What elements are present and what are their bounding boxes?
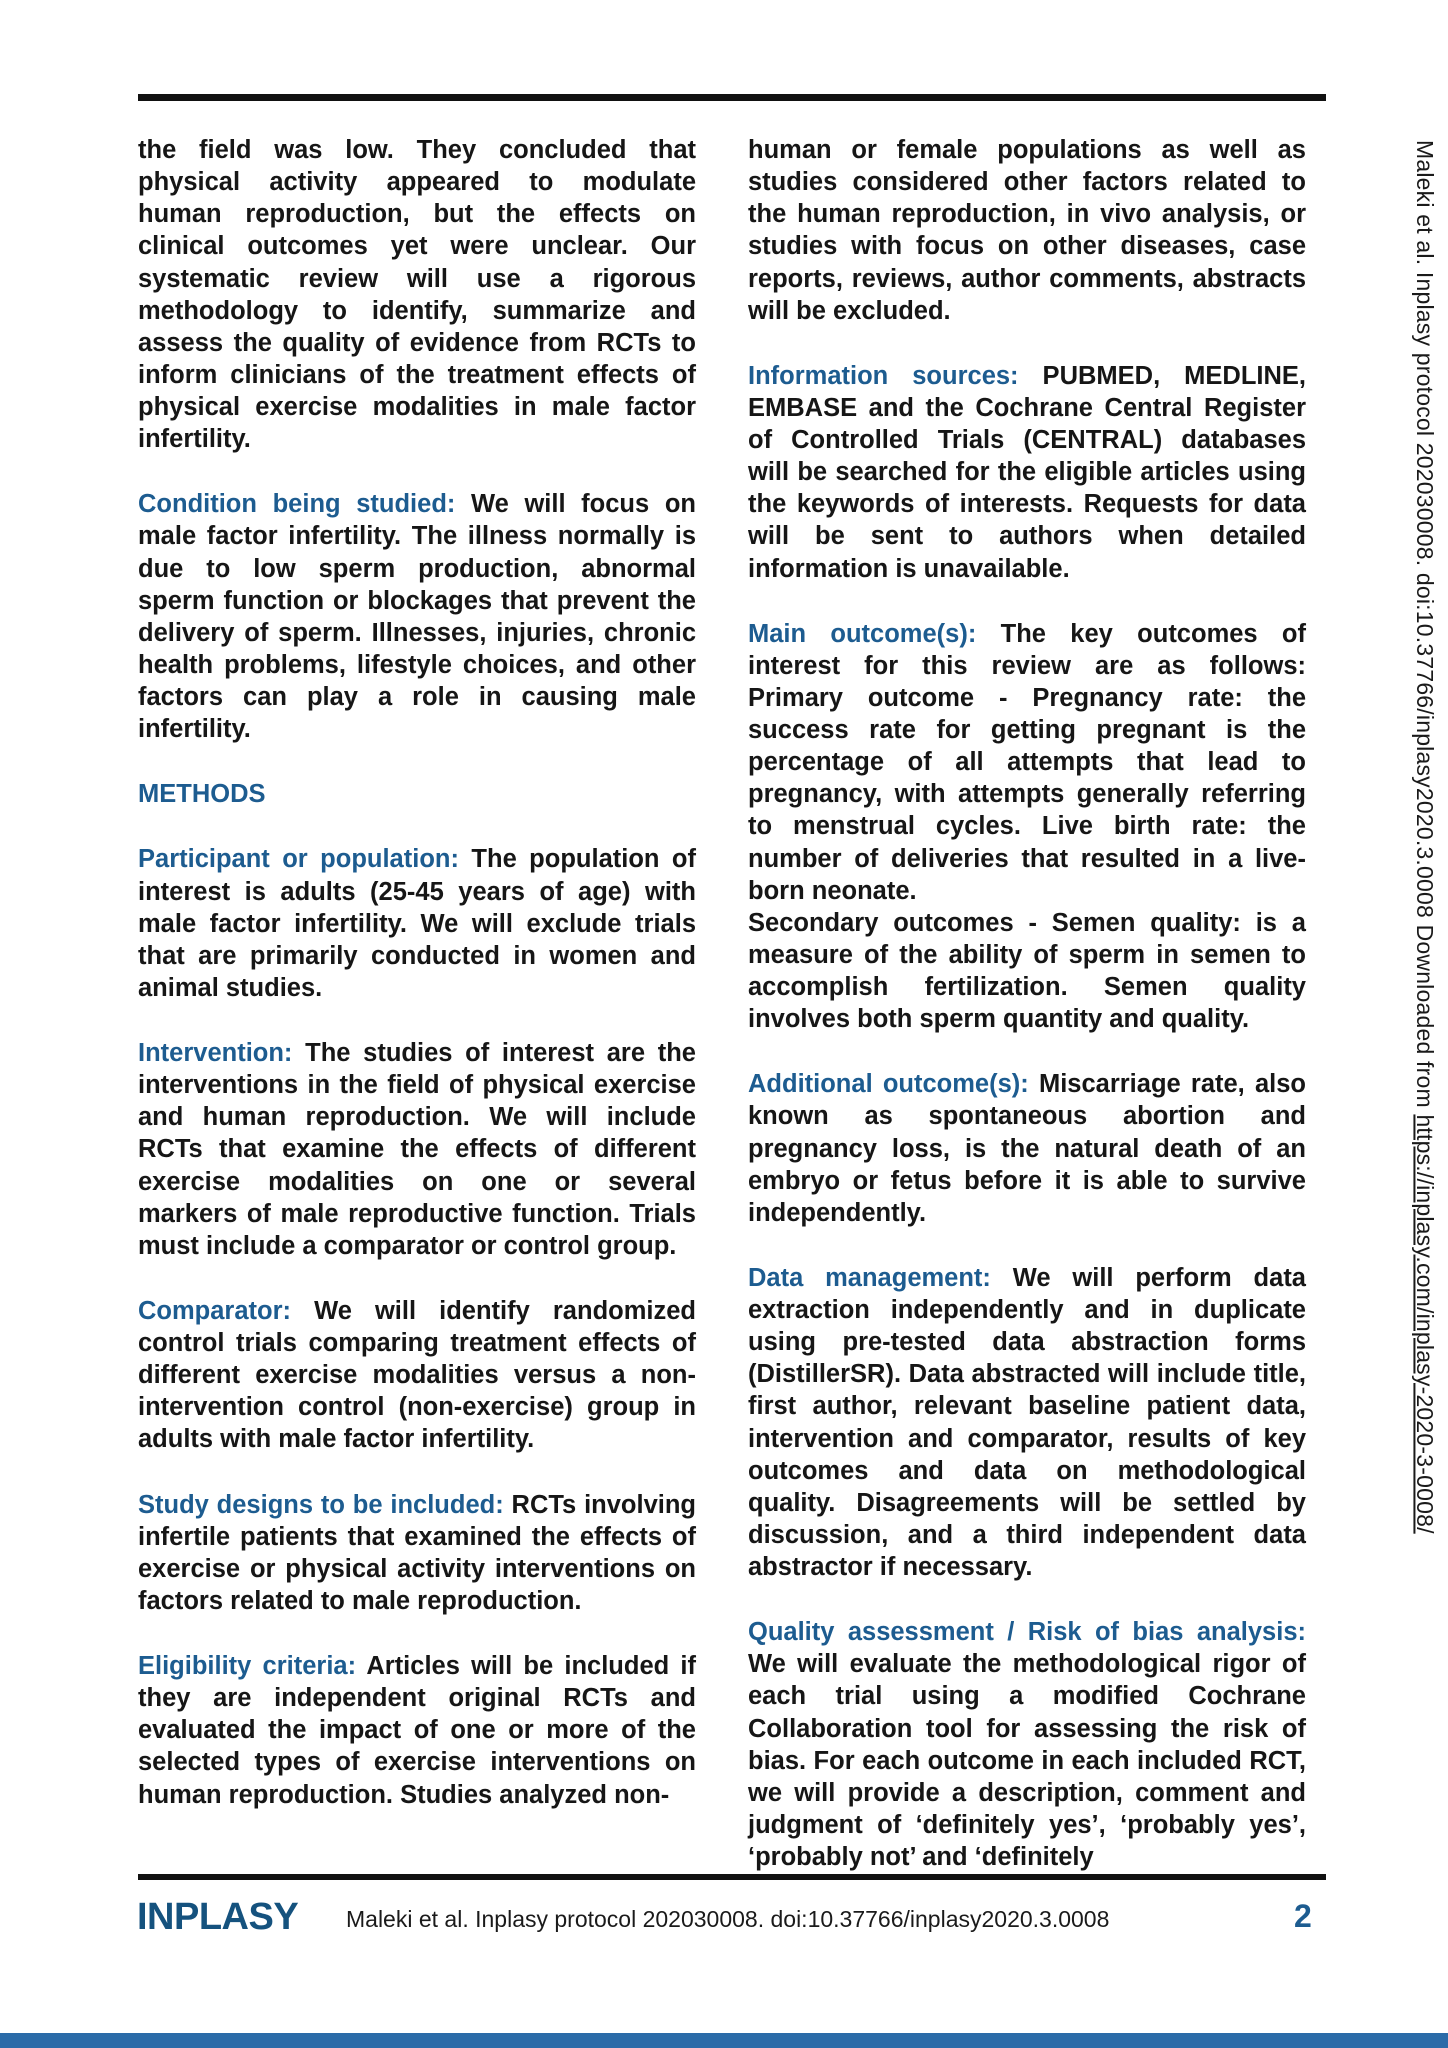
- paragraph-text: We will identify randomized control trials comparing treatment effects of different exercise modalities versus a non-intervention control (non-exercise) group in adults with male factor infertility.: [138, 1296, 696, 1454]
- paragraph: [138, 843, 696, 1004]
- section-label: Additional outcome(s):: [748, 1070, 1029, 1099]
- paragraph-text: RCTs involving infertile patients that examined the effects of exercise or physical activity interventions on factors related to male reproduction.: [138, 1490, 696, 1615]
- paragraph: [748, 360, 1306, 585]
- section-label: Quality assessment / Risk of bias analysis:: [748, 1618, 1306, 1647]
- paragraph: [138, 134, 696, 455]
- paragraph-text: human or female populations as well as studies considered other factors related to the human reproduction, in vivo analysis, or studies with focus on other diseases, case reports, reviews, author comments, abstracts will be excluded.: [748, 136, 1306, 325]
- paragraph: [748, 1068, 1306, 1229]
- paragraph-text: The key outcomes of interest for this review are as follows: Primary outcome - Pregnancy rate: the success rate for getting pregnant is the percentage of all attempts that lead to pregnancy, with attempts generally referring to menstrual cycles. Live birth rate: the number of deliveries that resulted in a live-born neonate.: [748, 619, 1306, 905]
- inplasy-logo: INPLASY: [137, 1896, 299, 1938]
- paragraph: [748, 907, 1306, 1036]
- section-label: Eligibility criteria:: [138, 1652, 357, 1680]
- paragraph: [748, 1262, 1306, 1583]
- sidebar-citation-text: Maleki et al. Inplasy protocol 202030008. doi:10.37766/inplasy2020.3.0008 Downloaded from: [1412, 140, 1438, 1115]
- paragraph: [138, 1650, 696, 1811]
- section-label: Comparator:: [138, 1296, 292, 1325]
- paragraph: [748, 1616, 1306, 1873]
- paragraph-text: We will focus on male factor infertility. The illness normally is due to low sperm production, abnormal sperm function or blockages that prevent the delivery of sperm. Illnesses, injuries, chronic health problems, lifestyle choices, and other factors can play a role in causing male infertility.: [138, 490, 696, 744]
- paragraph-text: The population of interest is adults (25-45 years of age) with male factor infertility. We will exclude trials that are primarily conducted in women and animal studies.: [138, 845, 696, 1002]
- footer-citation: Maleki et al. Inplasy protocol 202030008. doi:10.37766/inplasy2020.3.0008: [346, 1906, 1110, 1932]
- sidebar-citation-link[interactable]: https://inplasy.com/inplasy-2020-3-0008/: [1412, 1114, 1438, 1534]
- section-label: Condition being studied:: [138, 490, 456, 519]
- bottom-blue-bar: [0, 2033, 1448, 2048]
- paragraph: [748, 134, 1306, 327]
- paragraph: [138, 778, 696, 810]
- body-text-columns: [138, 134, 1306, 1873]
- paragraph: [138, 1489, 696, 1618]
- paragraph: [138, 1037, 696, 1262]
- paragraph-text: We will perform data extraction independently and in duplicate using pre-tested data abstraction forms (DistillerSR). Data abstracted will include title, first author, relevant baseline patient data, intervention and comparator, results of key outcomes and data on methodological quality. Disagreements will be settled by discussion, and a third independent data abstractor if necessary.: [748, 1263, 1306, 1581]
- top-rule: [138, 94, 1326, 101]
- paragraph-text: Miscarriage rate, also known as spontaneous abortion and pregnancy loss, is the natural death of an embryo or fetus before it is able to survive independently.: [748, 1070, 1306, 1227]
- section-label: Participant or population:: [138, 845, 459, 874]
- paragraph: [138, 1295, 696, 1456]
- footer-rule: [138, 1874, 1326, 1880]
- section-label: Data management:: [748, 1263, 991, 1292]
- section-label: Study designs to be included:: [138, 1490, 504, 1519]
- sidebar-citation: [1411, 140, 1438, 1600]
- paragraph: [138, 488, 696, 745]
- paragraph-text: the field was low. They concluded that physical activity appeared to modulate human reproduction, but the effects on clinical outcomes yet were unclear. Our systematic review will use a rigorous methodology to identify, summarize and assess the quality of evidence from RCTs to inform clinicians of the treatment effects of physical exercise modalities in male factor infertility.: [138, 136, 696, 454]
- paragraph: [748, 618, 1306, 907]
- section-label: Intervention:: [138, 1039, 293, 1067]
- right-column: [748, 134, 1306, 1873]
- section-label: Main outcome(s):: [748, 619, 977, 648]
- paragraph-text: Articles will be included if they are independent original RCTs and evaluated the impact of one or more of the selected types of exercise interventions on human reproduction. Studies analyzed non-: [138, 1652, 696, 1809]
- page-number: 2: [1294, 1898, 1312, 1934]
- paragraph-text: Secondary outcomes - Semen quality: is a measure of the ability of sperm in semen to accomplish fertilization. Semen quality involves both sperm quantity and quality.: [748, 908, 1306, 1034]
- section-label: METHODS: [138, 780, 266, 809]
- paragraph-text: We will evaluate the methodological rigor of each trial using a modified Cochrane Collaboration tool for assessing the risk of bias. For each outcome in each included RCT, we will provide a description, comment and judgment of ‘definitely yes’, ‘probably yes’, ‘probably not’ and ‘definitely: [748, 1650, 1306, 1871]
- paragraph-text: PUBMED, MEDLINE, EMBASE and the Cochrane Central Register of Controlled Trials (CENTRAL) databases will be searched for the eligible articles using the keywords of interests. Requests for data will be sent to authors when detailed information is unavailable.: [748, 361, 1306, 583]
- section-label: Information sources:: [748, 361, 1019, 390]
- paragraph-text: The studies of interest are the interventions in the field of physical exercise and human reproduction. We will include RCTs that examine the effects of different exercise modalities on one or several markers of male reproductive function. Trials must include a comparator or control group.: [138, 1039, 696, 1260]
- left-column: [138, 134, 696, 1873]
